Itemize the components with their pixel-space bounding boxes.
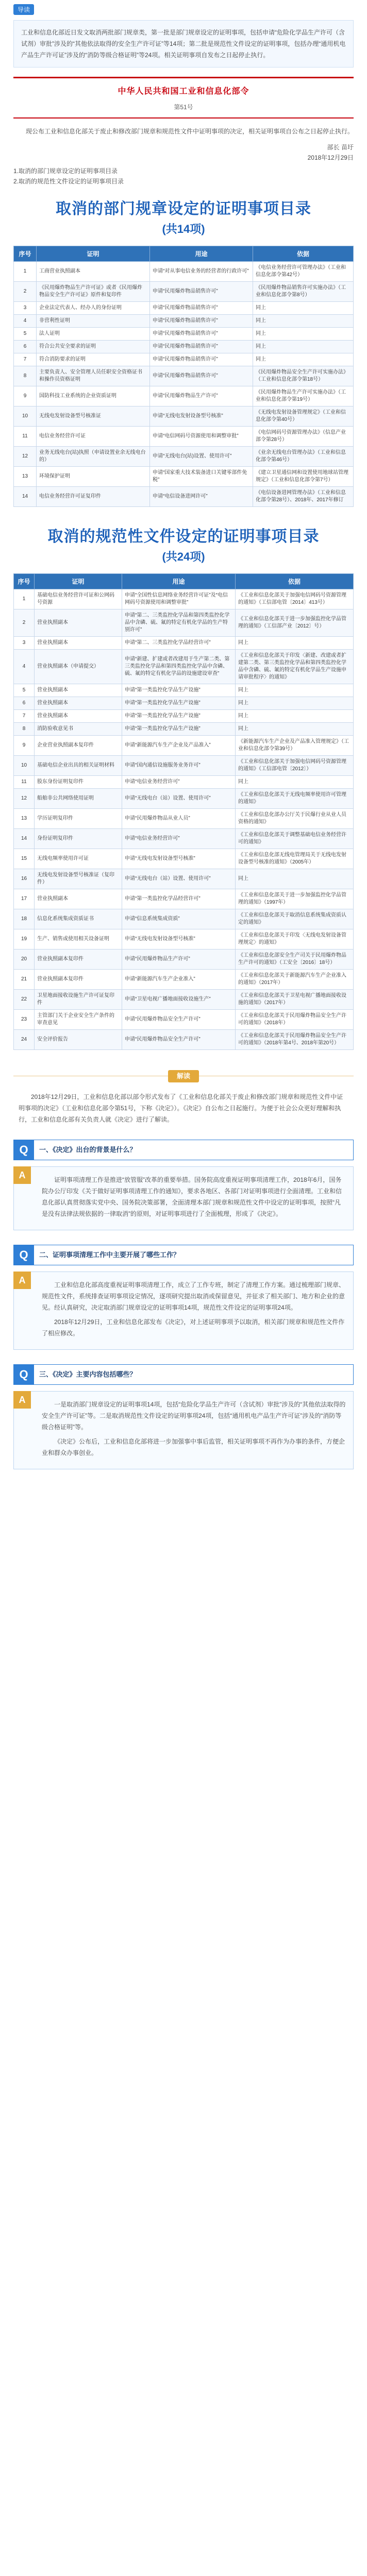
cell-use: 申请“信息系统集成资质” [122, 909, 236, 929]
cell-basis: 《工业和信息化部关于印发〈无线电发射设备管理规定〉的通知》 [236, 929, 354, 950]
notice-date: 2018年12月29日 [307, 154, 354, 161]
cell-use: 申请“无线电台（站）设置、使用许可” [122, 789, 236, 809]
guide-box [13, 20, 354, 67]
cell-proof: 符合消防要求的证明 [37, 353, 150, 366]
cell-proof: 营业执照副本 [35, 684, 122, 697]
cell-use: 申请“第二、三类监控化学品和第四类监控化学品中含磷、硫、氟的特定有机化学品的生产特别许可” [122, 609, 236, 637]
cell-basis: 《工业和信息化部办公厅关于民爆行业从业人员资格的通知》 [236, 809, 354, 829]
table-row [14, 315, 354, 328]
cell-use: 申请“新建、扩建或者改建用于生产第二类、第三类监控化学品和第四类监控化学品中含磷、硫、氟的特定有机化学品的设施建设审查” [122, 650, 236, 684]
cell-proof: 营业执照副本复印件 [35, 950, 122, 970]
cell-proof: 身份证明复印件 [35, 829, 122, 849]
cell-basis: 《工业和信息化部关于进一步加强监控化学品管理的通知》（1997年） [236, 889, 354, 909]
cell-number: 2 [14, 609, 35, 637]
cell-proof: 国防科技工业系统的企业资质证明 [37, 386, 150, 406]
answer-badge: A [13, 1391, 31, 1409]
cell-basis: 《电信业务经营许可管理办法》（工业和信息化部令第42号） [253, 262, 354, 282]
cell-use: 申请“第二、三类监控化学品经营许可” [122, 637, 236, 650]
cell-number: 6 [14, 697, 35, 710]
question-badge: Q [13, 1364, 34, 1385]
cell-basis: 《建立卫星通信网和设置使用地球站管理规定》（工业和信息化部令第7号） [253, 467, 354, 487]
cell-number: 11 [14, 776, 35, 789]
cell-proof: 环境保护证明 [37, 467, 150, 487]
cell-proof: 营业执照副本 [35, 889, 122, 909]
cell-use: 申请“民用爆炸物品生产许可” [122, 950, 236, 970]
cell-proof: 学历证明复印件 [35, 809, 122, 829]
table-row [14, 809, 354, 829]
table-row [14, 637, 354, 650]
table-row [14, 328, 354, 341]
table-row [14, 929, 354, 950]
cell-proof: 信息化系统集成资质证书 [35, 909, 122, 929]
notice-signer: 部长 苗圩 [327, 144, 354, 151]
qa-item [13, 1364, 354, 1469]
table2-header: 证明 [35, 574, 122, 589]
answer-box [13, 1166, 354, 1230]
answer-badge: A [13, 1272, 31, 1289]
cell-use: 申请“无线电发射设备型号核准” [122, 849, 236, 869]
table-row [14, 589, 354, 609]
cell-proof: 消防验收意见书 [35, 723, 122, 736]
cell-number: 5 [14, 328, 37, 341]
question-badge: Q [13, 1245, 34, 1265]
cell-number: 3 [14, 637, 35, 650]
cell-number: 3 [14, 302, 37, 315]
cell-number: 17 [14, 889, 35, 909]
reading-badge: 解读 [168, 1070, 199, 1082]
cell-proof: 营业执照副本（申请提交） [35, 650, 122, 684]
cell-use: 申请“国内通信设施服务业务许可” [122, 756, 236, 776]
cell-number: 9 [14, 386, 37, 406]
table-row [14, 869, 354, 889]
cell-number: 10 [14, 756, 35, 776]
cell-number: 9 [14, 736, 35, 756]
table1-header: 证明 [37, 246, 150, 262]
table-row [14, 849, 354, 869]
cell-number: 23 [14, 1010, 35, 1030]
cell-number: 22 [14, 990, 35, 1010]
table-row [14, 406, 354, 427]
cell-basis: 同上 [253, 302, 354, 315]
cell-proof: 《民用爆炸物品生产许可证》或者《民用爆炸物品安全生产许可证》原件和复印件 [37, 282, 150, 302]
cell-use: 申请“民用爆炸物品销售许可” [150, 315, 253, 328]
cell-number: 12 [14, 447, 37, 467]
cell-proof: 营业执照副本复印件 [35, 970, 122, 990]
cell-basis: 《工业和信息化部关于印发〈新建、改建或者扩建第二类、第三类监控化学品和第四类监控化学品中含磷、硫、氟的特定有机化学品生产设施申请审批程序〉的通知》 [236, 650, 354, 684]
cell-basis: 《工业和信息化部关于取消信息系统集成资质认定的通知》 [236, 909, 354, 929]
table-row [14, 1030, 354, 1050]
cell-proof: 卫星地面接收设施生产许可证复印件 [35, 990, 122, 1010]
table2-header: 依据 [236, 574, 354, 589]
cell-number: 19 [14, 929, 35, 950]
cell-proof: 基础电信业务经营许可证和公网码号资源 [35, 589, 122, 609]
cell-proof: 基础电信企业出具的相关证明材料 [35, 756, 122, 776]
attachment-item[interactable]: 2.取消的规范性文件设定的证明事项目录 [13, 178, 124, 185]
answer-box [13, 1272, 354, 1350]
cell-proof: 主管部门关于企业安全生产条件的审查意见 [35, 1010, 122, 1030]
table2-body [14, 589, 354, 1050]
notice-divider [13, 117, 354, 118]
answer-paragraph: 工业和信息化部高度重视证明事项清理工作，成立了工作专班，制定了清理工作方案。通过梳理部门规章、规范性文件，系统排查证明事项设定情况，逐项研究提出取消或保留意见，并征求了相关部门、地方和企业的意见。经认真研究，决定取消部门规章设定的证明事项14项，规范性文件设定的证明事项24项。 [42, 1281, 345, 1311]
cell-number: 4 [14, 650, 35, 684]
table-row [14, 609, 354, 637]
cell-use: 申请“民用爆炸物品销售许可” [150, 282, 253, 302]
question-text: 一、《决定》出台的背景是什么？ [34, 1140, 354, 1160]
cell-basis: 《工业和信息化部关于民用爆炸物品安全生产许可的通知》（2018年第4号、2018年第20号） [236, 1030, 354, 1050]
question-text: 二、证明事项清理工作中主要开展了哪些工作？ [34, 1245, 354, 1265]
table-row [14, 282, 354, 302]
cell-number: 2 [14, 282, 37, 302]
cell-number: 1 [14, 589, 35, 609]
cell-basis: 《工业和信息化部关于无线电频率使用许可管理的通知》 [236, 789, 354, 809]
question-text: 三、《决定》主要内容包括哪些？ [34, 1364, 354, 1385]
cell-use: 申请“民用爆炸物品销售许可” [150, 328, 253, 341]
cell-use: 申请“第一类监控化学品生产设施” [122, 723, 236, 736]
table1-body [14, 262, 354, 507]
table1 [13, 246, 354, 507]
table-row [14, 710, 354, 723]
answer-text [42, 1174, 346, 1219]
cell-proof: 主要负责人、安全管理人员任职安全资格证书和操作员资格证明 [37, 366, 150, 386]
notice-document [13, 77, 354, 187]
cell-number: 14 [14, 829, 35, 849]
table-row [14, 950, 354, 970]
answer-paragraph: 证明事项清理工作是推进“放管服”改革的重要举措。国务院高度重视证明事项清理工作，2018年6月，国务院办公厅印发《关于做好证明事项清理工作的通知》，要求各地区、各部门对证明事项进行全面清理。工业和信息化部认真贯彻落实党中央、国务院决策部署，全面清理本部门规章和规范性文件中设定的证明事项，按照“凡是没有法律法规依据的一律取消”的原则，对证明事项进行了全面梳理，形成了《决定》。 [42, 1176, 342, 1217]
answer-badge: A [13, 1166, 31, 1184]
cell-basis: 《新能源汽车生产企业及产品准入管理规定》（工业和信息化部令第39号） [236, 736, 354, 756]
reading-intro: 2018年12月29日，工业和信息化部以部令形式发布了《工业和信息化部关于废止和修改部门规章和规范性文件中证明事项的决定》（工业和信息化部令第51号，下称《决定》）。《决定》自公布之日起施行。为便于社会公众更好理解和执行，工业和信息化部有关负责人就《决定》进行了解读。 [19, 1093, 343, 1123]
table1-title: 取消的部门规章设定的证明事项目录 [56, 200, 311, 217]
cell-use: 申请“全国性信息网络业务经营许可证”及“电信网码号资源使用和调整审批” [122, 589, 236, 609]
table2-title: 取消的规范性文件设定的证明事项目录 [47, 528, 320, 545]
notice-title: 中华人民共和国工业和信息化部令 [118, 87, 249, 96]
cell-basis: 《电信设备进网管理办法》（工业和信息化部令第28号）、2018年、2017年修订 [253, 487, 354, 507]
answer-paragraph: 2018年12月29日，工业和信息化部发布《决定》，对上述证明事项予以取消，相关部门规章和规范性文件作了相应修改。 [42, 1318, 345, 1337]
cell-basis: 《民用爆炸物品销售许可实施办法》（工业和信息化部令第8号） [253, 282, 354, 302]
cell-basis: 同上 [236, 723, 354, 736]
cell-proof: 无线电发射设备型号核准证（复印件） [35, 869, 122, 889]
cell-number: 20 [14, 950, 35, 970]
cell-number: 12 [14, 789, 35, 809]
cell-use: 申请“第一类监控化学品生产设施” [122, 710, 236, 723]
cell-number: 10 [14, 406, 37, 427]
table-row [14, 990, 354, 1010]
table-row [14, 970, 354, 990]
cell-use: 申请“无线电台（站）设置、使用许可” [122, 869, 236, 889]
cell-use: 申请“无线电发射设备型号核准” [150, 406, 253, 427]
table1-subtitle: (共14项) [162, 223, 205, 235]
table-row [14, 386, 354, 406]
table-row [14, 427, 354, 447]
cell-proof: 电信业务经营许可证 [37, 427, 150, 447]
cell-basis: 《民用爆炸物品生产许可实施办法》（工业和信息化部令第19号） [253, 386, 354, 406]
cell-proof: 股东身份证明复印件 [35, 776, 122, 789]
cell-use: 申请“新能源汽车生产企业准入” [122, 970, 236, 990]
notice-signature [13, 142, 354, 163]
cell-basis: 《工业和信息化部无线电管理局关于无线电发射设备型号核准的通知》（2005年） [236, 849, 354, 869]
cell-basis: 《工业和信息化部关于加强电信网码号资源管理的通知》（工信部电管〔2014〕413号） [236, 589, 354, 609]
table-row [14, 697, 354, 710]
qa-item [13, 1245, 354, 1350]
answer-paragraph: 《决定》公布后，工业和信息化部将进一步加强事中事后监管，相关证明事项不再作为办事的条件，方便企业和群众办事创业。 [42, 1438, 345, 1456]
cell-proof: 营业执照副本 [35, 637, 122, 650]
table-row [14, 487, 354, 507]
table-row [14, 909, 354, 929]
guide-text: 工业和信息化部近日发文取消两批部门规章类，第一批是部门规章设定的证明事项，包括申请“危险化学品生产许可（含试剂）审批”涉及的“其他依法取得的安全生产许可证”等14项；第二批是规范性文件设定的证明事项，包括办理“通用机电产品生产许可证”涉及的“消防等级合格证明”等24项。相关证明事项自发布之日起停止执行。 [21, 29, 346, 59]
cell-number: 8 [14, 723, 35, 736]
cell-basis: 同上 [253, 328, 354, 341]
cell-number: 5 [14, 684, 35, 697]
table-row [14, 467, 354, 487]
reading-header [0, 1067, 367, 1085]
table2-header: 序号 [14, 574, 35, 589]
qa-list [0, 1140, 367, 1469]
cell-basis: 《工业和信息化部关于新能源汽车生产企业准入的通知》（2017年） [236, 970, 354, 990]
table-row [14, 723, 354, 736]
cell-use: 申请“民用爆炸物品销售许可” [150, 366, 253, 386]
cell-number: 7 [14, 353, 37, 366]
cell-number: 21 [14, 970, 35, 990]
cell-use: 申请“第一类监控化学品经营许可” [122, 889, 236, 909]
cell-proof: 营业执照副本 [35, 710, 122, 723]
table-row [14, 447, 354, 467]
table-row [14, 650, 354, 684]
cell-proof: 安全评价报告 [35, 1030, 122, 1050]
table-row [14, 776, 354, 789]
cell-use: 申请“卫星电视广播地面接收设施生产” [122, 990, 236, 1010]
table2-subtitle: (共24项) [162, 550, 205, 563]
guide-tag: 导读 [13, 4, 34, 15]
cell-number: 16 [14, 869, 35, 889]
cell-number: 11 [14, 427, 37, 447]
cell-basis: 《业余无线电台管理办法》（工业和信息化部令第46号） [253, 447, 354, 467]
cell-use: 申请“民用爆炸物品销售许可” [150, 302, 253, 315]
table-row [14, 789, 354, 809]
qa-item [13, 1140, 354, 1230]
cell-use: 申请“对从事电信业务的经营者的行政许可” [150, 262, 253, 282]
notice-number: 第51号 [174, 104, 193, 111]
table2 [13, 573, 354, 1050]
cell-use: 申请“电信业务经营许可” [122, 776, 236, 789]
cell-use: 申请“民用爆炸物品销售许可” [150, 341, 253, 353]
answer-paragraph: 一是取消部门规章设定的证明事项14项，包括“危险化学品生产许可（含试剂）审批”涉及的“其他依法取得的安全生产许可证”等。二是取消规范性文件设定的证明事项24项，包括“通用机电产品生产许可证”涉及的“消防等级合格证明”等。 [42, 1401, 346, 1431]
cell-use: 申请“电信设备进网许可” [150, 487, 253, 507]
table2-header: 用途 [122, 574, 236, 589]
cell-basis: 《工业和信息化部关于卫星电视广播地面接收设施的通知》（2017年） [236, 990, 354, 1010]
question-row [13, 1364, 354, 1385]
cell-proof: 无线电发射设备型号核准证 [37, 406, 150, 427]
cell-proof: 营业执照副本 [35, 697, 122, 710]
cell-proof: 业务无线电台(站)执照（申请设置业余无线电台的） [37, 447, 150, 467]
attachment-list [13, 166, 354, 187]
cell-number: 6 [14, 341, 37, 353]
cell-basis: 同上 [236, 869, 354, 889]
table-row [14, 262, 354, 282]
question-row [13, 1245, 354, 1265]
cell-proof: 工商营业执照副本 [37, 262, 150, 282]
attachment-item[interactable]: 1.取消的部门规章设定的证明事项目录 [13, 167, 118, 175]
cell-proof: 法人证明 [37, 328, 150, 341]
cell-proof: 企业法定代表人、经办人的身份证明 [37, 302, 150, 315]
cell-use: 申请“第一类监控化学品生产设施” [122, 684, 236, 697]
cell-use: 申请“民用爆炸物品从业人员” [122, 809, 236, 829]
cell-use: 申请“电信业务经营许可” [122, 829, 236, 849]
cell-basis: 同上 [253, 315, 354, 328]
cell-use: 申请“国家重大技术装备进口关键零部件免税” [150, 467, 253, 487]
notice-header [13, 77, 354, 111]
cell-number: 14 [14, 487, 37, 507]
table-row [14, 756, 354, 776]
cell-basis: 同上 [236, 710, 354, 723]
cell-number: 13 [14, 809, 35, 829]
cell-number: 24 [14, 1030, 35, 1050]
cell-use: 申请“民用爆炸物品生产许可” [150, 386, 253, 406]
question-row [13, 1140, 354, 1160]
cell-basis: 同上 [253, 353, 354, 366]
table-row [14, 1010, 354, 1030]
cell-basis: 《工业和信息化部关于进一步加强监控化学品管理的通知》（工信部产业〔2012〕号） [236, 609, 354, 637]
cell-basis: 《工业和信息化部关于民用爆炸物品安全生产许可的通知》（2018年） [236, 1010, 354, 1030]
table1-header: 序号 [14, 246, 37, 262]
cell-use: 申请“民用爆炸物品销售许可” [150, 353, 253, 366]
cell-basis: 《工业和信息化部关于加强电信网码号资源管理的通知》（工信部电管〔2012〕） [236, 756, 354, 776]
table-row [14, 302, 354, 315]
cell-proof: 符合公共安全要求的证明 [37, 341, 150, 353]
cell-use: 申请“民用爆炸物品安全生产许可” [122, 1030, 236, 1050]
cell-basis: 同上 [236, 684, 354, 697]
answer-text [42, 1399, 346, 1459]
cell-proof: 生产、销售或使用相关设备证明 [35, 929, 122, 950]
table-row [14, 829, 354, 849]
cell-proof: 企业营业执照副本复印件 [35, 736, 122, 756]
cell-number: 1 [14, 262, 37, 282]
cell-number: 18 [14, 909, 35, 929]
cell-basis: 《无线电发射设备管理规定》（工业和信息化部令第40号） [253, 406, 354, 427]
cell-use: 申请“新能源汽车生产企业及产品准入” [122, 736, 236, 756]
table-row [14, 889, 354, 909]
cell-proof: 营业执照副本 [35, 609, 122, 637]
cell-number: 8 [14, 366, 37, 386]
cell-number: 7 [14, 710, 35, 723]
cell-use: 申请“民用爆炸物品安全生产许可” [122, 1010, 236, 1030]
answer-text [42, 1279, 346, 1339]
cell-number: 15 [14, 849, 35, 869]
cell-basis: 《工业和信息化部关于调整基础电信业务经营许可的通知》 [236, 829, 354, 849]
cell-proof: 非营利性证明 [37, 315, 150, 328]
cell-basis: 同上 [253, 341, 354, 353]
table1-header: 依据 [253, 246, 354, 262]
cell-basis: 《民用爆炸物品安全生产许可实施办法》（工业和信息化部令第18号） [253, 366, 354, 386]
table-row [14, 353, 354, 366]
cell-use: 申请“无线电台(站)设置、使用许可” [150, 447, 253, 467]
table-row [14, 341, 354, 353]
cell-basis: 同上 [236, 776, 354, 789]
table-row [14, 684, 354, 697]
question-badge: Q [13, 1140, 34, 1160]
cell-use: 申请“无线电发射设备型号核准” [122, 929, 236, 950]
table1-header: 用途 [150, 246, 253, 262]
cell-use: 申请“第一类监控化学品生产设施” [122, 697, 236, 710]
cell-basis: 同上 [236, 637, 354, 650]
table-row [14, 736, 354, 756]
cell-basis: 《工业和信息化部安全生产司关于民用爆炸物品生产许可的通知》（工安全〔2016〕18号） [236, 950, 354, 970]
cell-proof: 船舶非公共网络使用证明 [35, 789, 122, 809]
cell-basis: 《电信网码号资源管理办法》（信息产业部令第28号） [253, 427, 354, 447]
cell-proof: 电信业务经营许可证复印件 [37, 487, 150, 507]
cell-use: 申请“电信网码号资源使用和调整审批” [150, 427, 253, 447]
answer-box [13, 1391, 354, 1469]
table-row [14, 366, 354, 386]
cell-proof: 无线电频率使用许可证 [35, 849, 122, 869]
notice-body: 现公布工业和信息化部关于废止和修改部门规章和规范性文件中证明事项的决定，相关证明事项自公布之日起停止执行。 [26, 128, 354, 135]
cell-number: 13 [14, 467, 37, 487]
cell-basis: 同上 [236, 697, 354, 710]
cell-number: 4 [14, 315, 37, 328]
